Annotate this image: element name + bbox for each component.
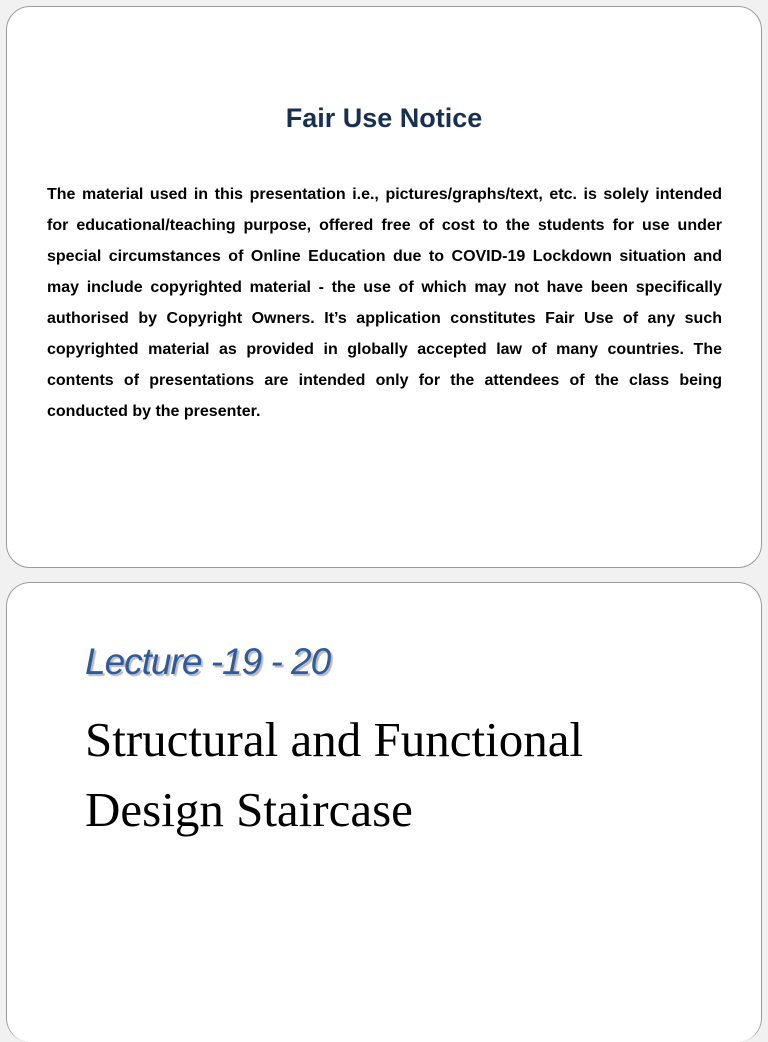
fair-use-slide — [6, 6, 762, 568]
fair-use-body: The material used in this presentation i.e., pictures/graphs/text, etc. is solely intended for educational/teaching purpose, offered free of cost to the students for use under special circumstances of Online Education due to COVID-19 Lockdown situation and may include copyrighted material - the use of which may not have been specifically authorised by Copyright Owners. It’s application constitutes Fair Use of any such copyrighted material as provided in globally accepted law of many countries. The contents of presentations are intended only for the attendees of the class being conducted by the presenter. — [47, 186, 722, 420]
lecture-title-slide — [6, 582, 762, 1042]
lecture-title: Structural and Functional Design Staircase — [85, 712, 584, 837]
fair-use-title: Fair Use Notice — [285, 103, 483, 133]
lecture-number-label: Lecture -19 - 20 — [85, 641, 331, 682]
